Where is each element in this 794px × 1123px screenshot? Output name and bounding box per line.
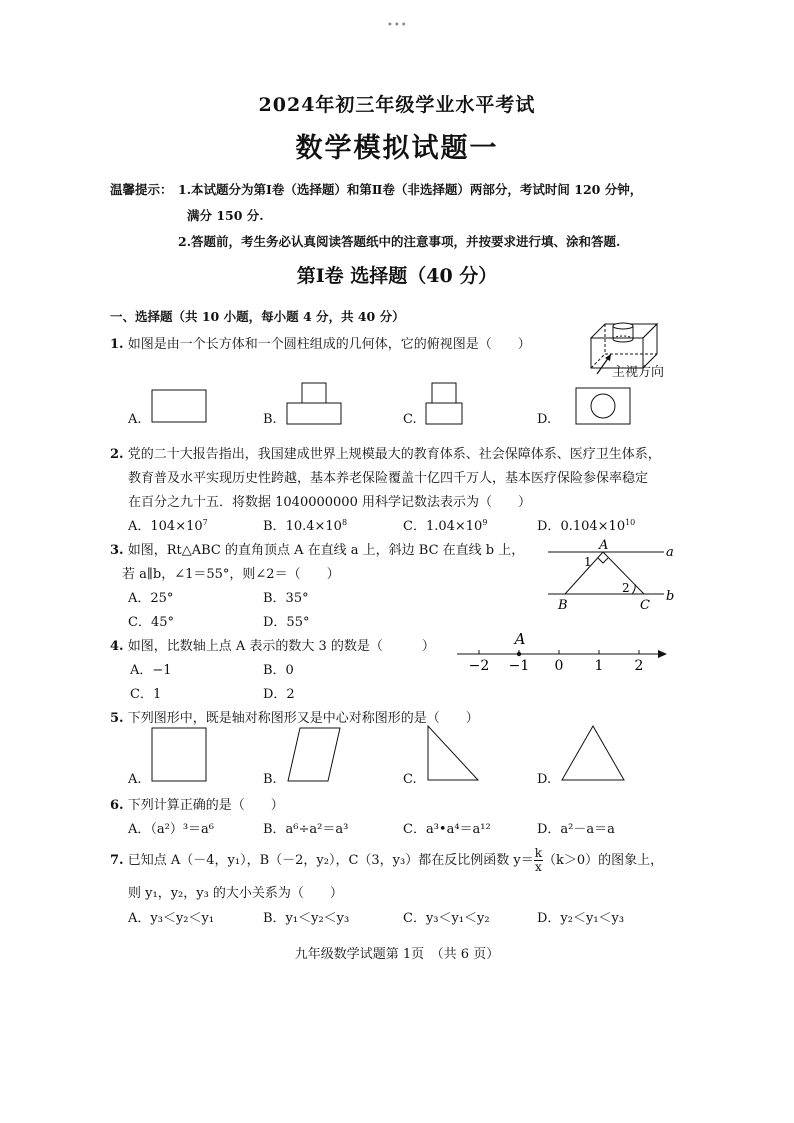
q3-line1: 如图，Rt△ABC 的直角顶点 A 在直线 a 上，斜边 BC 在直线 b 上， [127, 543, 525, 558]
q5-option-c-right-triangle[interactable] [424, 724, 482, 784]
q4-text: 如图，比数轴上点 A 表示的数大 3 的数是（ ） [127, 639, 435, 654]
q1-option-c-figure[interactable] [424, 381, 466, 429]
q2-option-c-base: 1.04×10 [425, 519, 483, 534]
point-a-label: A [514, 630, 526, 648]
q2-option-d-base: 0.104×10 [560, 519, 626, 534]
q4-option-b[interactable]: B．0 [263, 663, 294, 678]
q3-figure [540, 538, 680, 616]
q4-num: 4. [110, 639, 124, 654]
tips-label: 温馨提示： [110, 182, 173, 197]
q7-frac-num: k [534, 846, 542, 860]
q3-stem-line1 [110, 539, 524, 558]
q2-num: 2. [110, 447, 124, 462]
q7-frac-den: x [534, 860, 542, 874]
q3-option-c[interactable]: C．45° [128, 615, 174, 630]
q2-option-d-label: D． [537, 519, 561, 534]
q5-text: 下列图形中，既是轴对称图形又是中心对称图形的是（ ） [127, 711, 479, 726]
axis-tick-label: 2 [634, 658, 644, 672]
q2-line1: 党的二十大报告指出，我国建成世界上规模最大的教育体系、社会保障体系、医疗卫生体系， [127, 447, 661, 462]
q2-stem-line1 [110, 443, 661, 462]
q7-stem-line1 [110, 847, 663, 874]
q3-line2: 若 a∥b，∠1＝55°，则∠2＝（ ） [122, 567, 340, 582]
exam-title: 2024年初三年级学业水平考试 [258, 94, 536, 116]
q6-option-d[interactable]: D．a²－a＝a [537, 822, 615, 837]
q2-option-c-label: C． [403, 519, 426, 534]
q1-num: 1. [110, 337, 124, 352]
q2-option-c-exp: 9 [482, 518, 488, 527]
q7-line1-post: （k＞0）的图象上， [542, 853, 664, 868]
angle-2-arc [632, 584, 635, 594]
q7-option-d[interactable]: D．y₂＜y₁＜y₃ [537, 911, 625, 926]
q5-option-b-label[interactable]: B. [263, 772, 277, 787]
axis-tick-label: 1 [594, 658, 604, 672]
q7-fraction [534, 847, 543, 874]
q2-line2: 教育普及水平实现历史性跨越，基本养老保险覆盖十亿四千万人，基本医疗保险参保率稳定 [128, 471, 649, 486]
q6-stem [110, 794, 284, 813]
q5-option-b-parallelogram[interactable] [286, 726, 344, 784]
tips-line1b: 满分 150 分. [187, 208, 264, 223]
q1-option-d-figure[interactable] [574, 386, 634, 428]
q1-option-a-label[interactable]: A. [128, 412, 142, 427]
page-title: 数学模拟试题一 [295, 133, 499, 164]
axis-tick-label: −2 [468, 658, 490, 672]
q4-number-line [455, 628, 670, 672]
q7-option-a[interactable]: A．y₃＜y₂＜y₁ [128, 911, 215, 926]
q1-option-c-label[interactable]: C. [403, 412, 417, 427]
q3-option-a[interactable]: A．25° [128, 591, 174, 606]
q2-line3: 在百分之九十五．将数据 1040000000 用科学记数法表示为（ ） [128, 495, 531, 510]
label-B: B [558, 598, 568, 613]
q2-option-b-label: B． [263, 519, 286, 534]
q1-option-d-label[interactable]: D. [537, 412, 552, 427]
q6-text: 下列计算正确的是（ ） [127, 798, 284, 813]
q2-option-a[interactable] [128, 515, 208, 534]
q6-option-a[interactable]: A．（a²）³＝a⁶ [128, 822, 215, 837]
q6-num: 6. [110, 798, 124, 813]
q5-num: 5. [110, 711, 124, 726]
q5-option-a-square[interactable] [150, 726, 208, 784]
q2-option-a-base: 104×10 [150, 519, 203, 534]
q7-line1-pre: 已知点 A（－4，y₁），B（－2，y₂），C（3，y₃）都在反比例函数 y＝ [127, 853, 534, 868]
q2-option-b-exp: 8 [341, 518, 348, 527]
q1-option-a-figure[interactable] [150, 388, 210, 428]
q4-option-c[interactable]: C．1 [130, 687, 162, 702]
q5-option-d-label[interactable]: D. [537, 772, 552, 787]
point-a-dot [517, 652, 521, 656]
q3-option-d[interactable]: D．55° [263, 615, 310, 630]
right-angle-mark [598, 558, 608, 563]
tips-line2: 2.答题前，考生务必认真阅读答题纸中的注意事项，并按要求进行填、涂和答题. [178, 234, 621, 249]
q2-option-b-base: 10.4×10 [285, 519, 342, 534]
section-title: 一、选择题（共 10 小题，每小题 4 分，共 40 分） [110, 309, 405, 324]
q7-option-b[interactable]: B．y₁＜y₂＜y₃ [263, 911, 350, 926]
q6-option-c[interactable]: C．a³•a⁴＝a¹² [403, 822, 491, 837]
label-b: b [666, 589, 675, 604]
q4-option-d[interactable]: D．2 [263, 687, 295, 702]
axis-arrow [658, 650, 667, 658]
q7-num: 7. [110, 853, 124, 868]
q2-option-d-exp: 10 [625, 518, 636, 527]
q1-text: 如图是由一个长方体和一个圆柱组成的几何体，它的俯视图是（ ） [127, 337, 531, 352]
q4-stem [110, 635, 435, 654]
q2-option-c[interactable] [403, 515, 487, 534]
q5-option-a-label[interactable]: A. [128, 772, 142, 787]
q1-view-label: 主视方向 [612, 365, 665, 380]
q2-option-b[interactable] [263, 515, 347, 534]
q7-line2: 则 y₁，y₂，y₃ 的大小关系为（ ） [128, 886, 343, 901]
q5-option-c-label[interactable]: C. [403, 772, 417, 787]
label-a: a [666, 545, 674, 560]
label-C: C [640, 598, 650, 613]
top-dots: ••• [387, 20, 408, 31]
q2-option-d[interactable] [537, 515, 635, 534]
part1-title: 第Ⅰ卷 选择题（40 分） [296, 265, 498, 287]
axis-tick-label: 0 [554, 658, 564, 672]
q6-option-b[interactable]: B．a⁶÷a²＝a³ [263, 822, 349, 837]
label-angle-1: 1 [584, 555, 592, 569]
label-A: A [599, 538, 609, 553]
q3-num: 3. [110, 543, 124, 558]
q7-option-c[interactable]: C．y₃＜y₁＜y₂ [403, 911, 490, 926]
q3-option-b[interactable]: B．35° [263, 591, 309, 606]
page-footer: 九年级数学试题第 1页 （共 6 页） [294, 947, 500, 962]
axis-ticks [469, 650, 644, 672]
q4-option-a[interactable]: A．−1 [130, 663, 172, 678]
q1-stem [110, 333, 531, 352]
tips-line1: 1.本试题分为第Ⅰ卷（选择题）和第Ⅱ卷（非选择题）两部分，考试时间 120 分钟， [178, 182, 643, 197]
q2-option-a-exp: 7 [202, 518, 208, 527]
label-angle-2: 2 [622, 581, 630, 595]
axis-tick-label: −1 [508, 658, 530, 672]
q1-option-b-figure[interactable] [285, 381, 345, 429]
q1-option-b-label[interactable]: B. [263, 412, 277, 427]
q2-option-a-label: A． [128, 519, 151, 534]
q5-option-d-equilateral-triangle[interactable] [560, 724, 630, 784]
